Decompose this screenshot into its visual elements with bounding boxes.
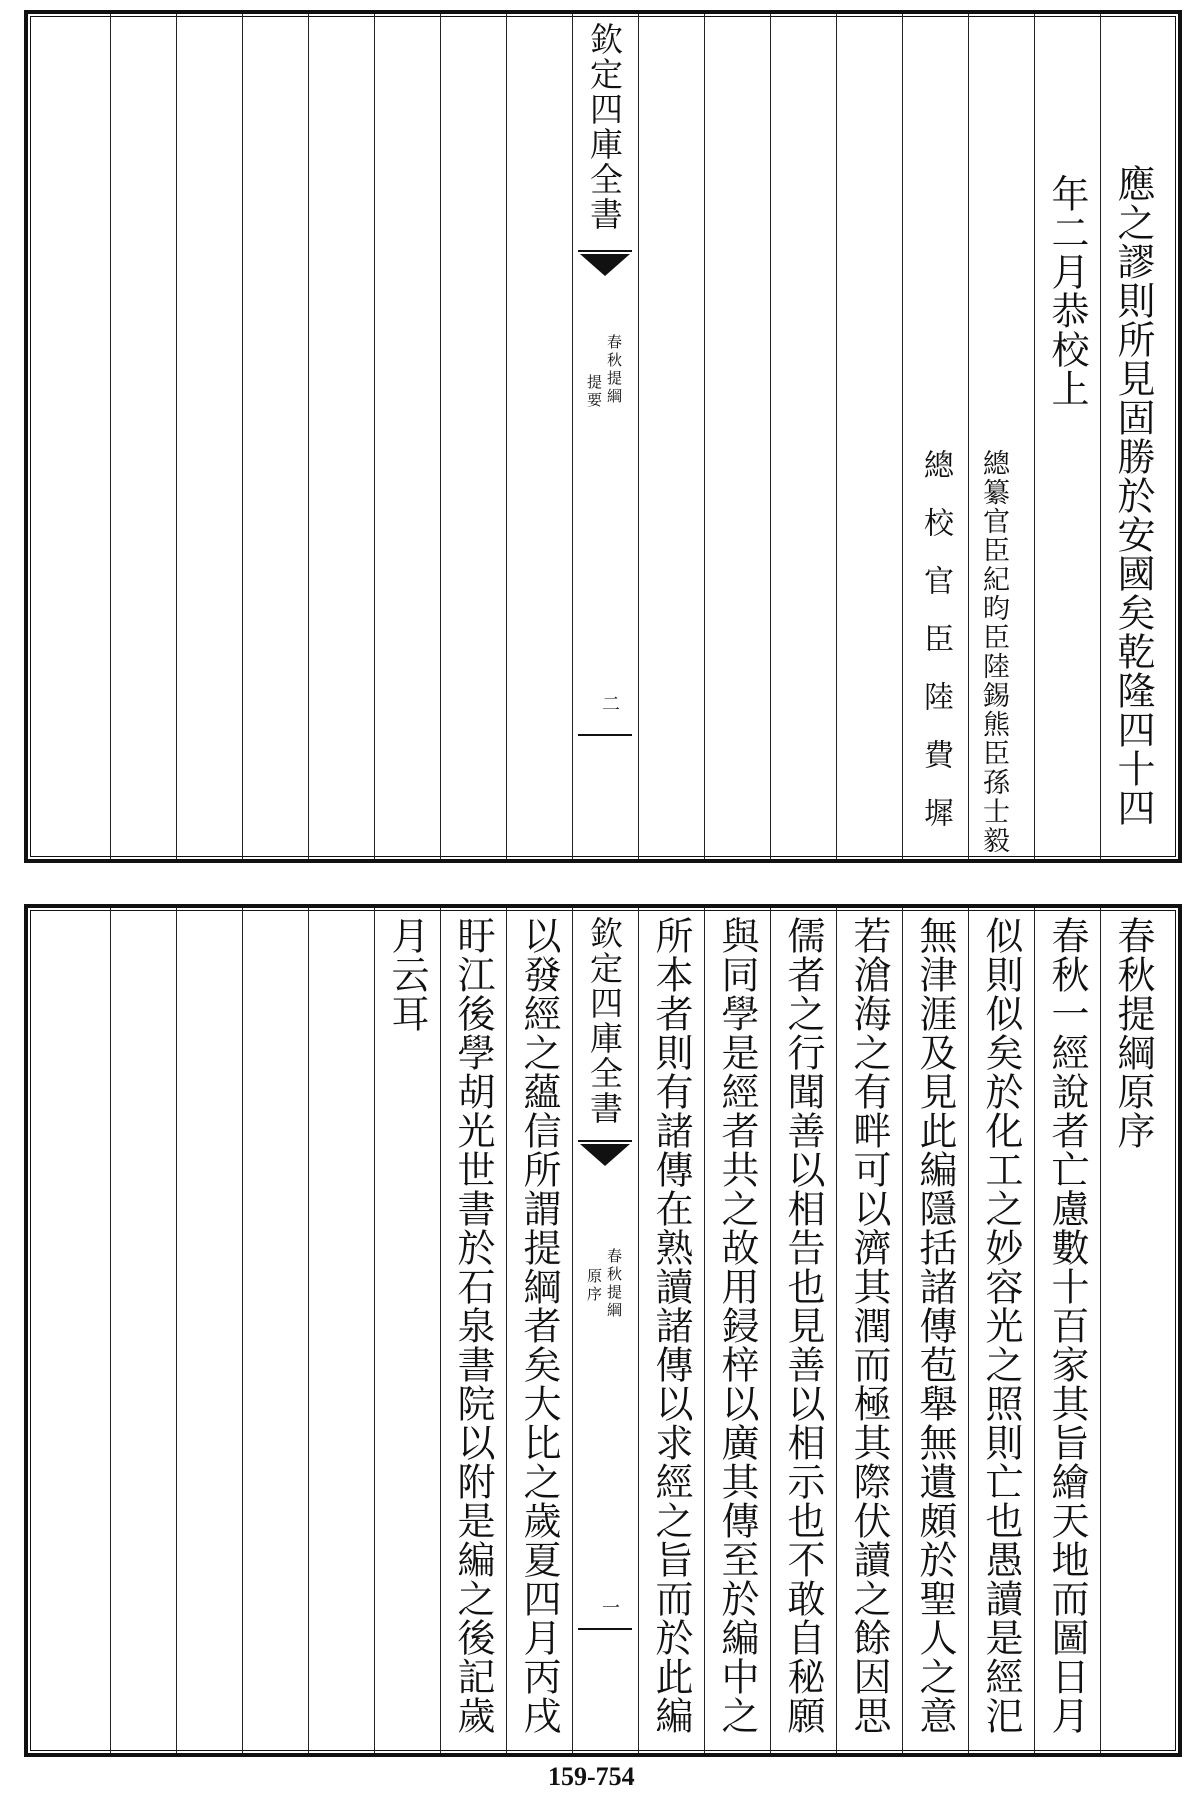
- text-column: 若滄海之有畔可以濟其潤而極其際伏讀之餘因思: [847, 916, 891, 1735]
- heart-subsection: 提要: [585, 374, 603, 410]
- text-column: 應之謬則所見固勝於安國矣乾隆四十四: [1111, 164, 1155, 827]
- heart-section: 春秋提綱: [605, 1248, 623, 1320]
- text-column: 所本者則有諸傳在熟讀諸傳以求經之旨而於此編: [649, 916, 693, 1735]
- fish-tail-mark: [580, 254, 630, 276]
- top-leaf-heart: [576, 14, 634, 855]
- text-column: 似則似矣於化工之妙容光之照則亡也愚讀是經汜: [979, 916, 1023, 1735]
- book-title: 欽定四庫全書: [585, 916, 624, 1126]
- text-column: 與同學是經者共之故用鋟梓以廣其傳至於編中之: [715, 916, 759, 1735]
- top-leaf-frame: [24, 10, 1182, 863]
- bottom-leaf-heart: [576, 908, 634, 1749]
- text-column: 無津涯及見此編隱括諸傳苞舉無遺頗於聖人之意: [913, 916, 957, 1735]
- page-number: 159-754: [548, 1762, 635, 1791]
- preface-title: 春秋提綱原序: [1111, 916, 1155, 1150]
- text-column: 月云耳: [385, 916, 429, 1033]
- text-column: 總纂官臣紀昀臣陸錫熊臣孫士毅: [978, 449, 1009, 855]
- text-column: 盱江後學胡光世書於石泉書院以附是編之後記歲: [451, 916, 495, 1735]
- text-column: 春秋一經說者亡慮數十百家其旨繪天地而圖日月: [1045, 916, 1089, 1735]
- heart-section: 春秋提綱: [605, 334, 623, 406]
- text-column: 以發經之蘊信所謂提綱者矣大比之歲夏四月丙戌: [517, 916, 561, 1735]
- book-title: 欽定四庫全書: [585, 22, 624, 232]
- leaf-number: 二: [599, 694, 620, 712]
- text-column: 年二月恭校上: [1045, 174, 1089, 408]
- leaf-number: 一: [599, 1598, 620, 1616]
- text-column: 總校官臣陸費墀: [918, 449, 953, 855]
- bottom-leaf-frame: [24, 904, 1182, 1757]
- text-column: 儒者之行聞善以相告也見善以相示也不敢自秘願: [781, 916, 825, 1735]
- fish-tail-mark: [580, 1144, 630, 1166]
- heart-subsection: 原序: [585, 1268, 603, 1304]
